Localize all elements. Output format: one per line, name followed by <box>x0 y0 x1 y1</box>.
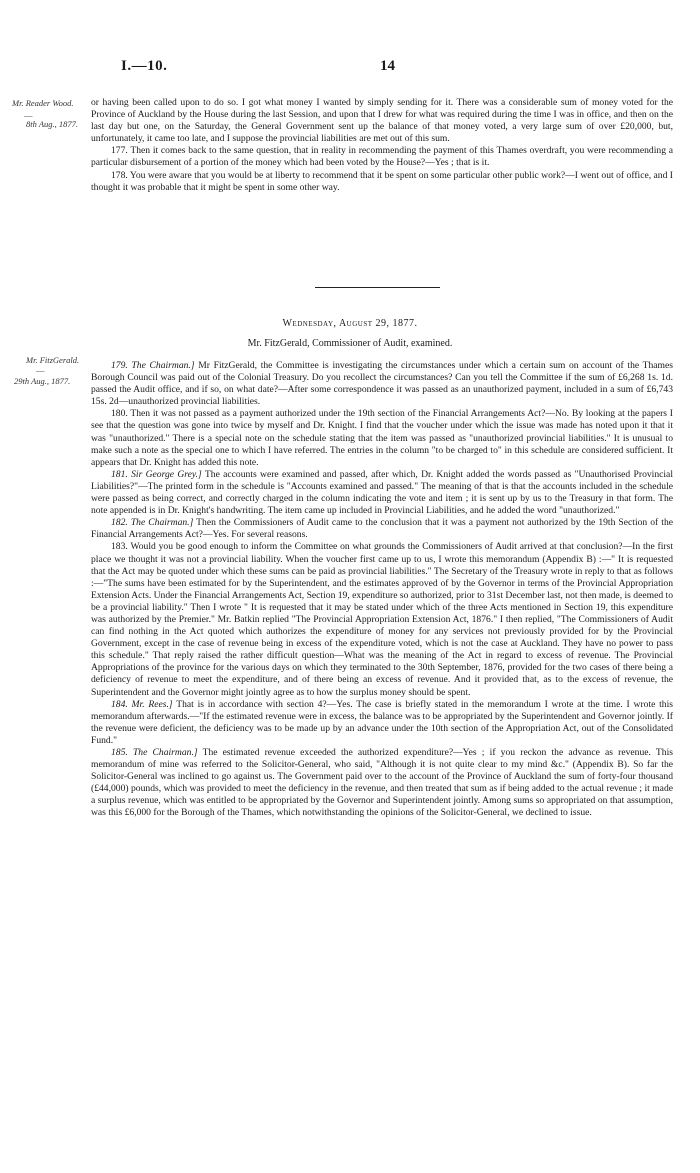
margin-note-date: 29th Aug., 1877. <box>14 376 71 386</box>
section-divider <box>315 287 440 288</box>
question-182: 182. The Chairman.] Then the Commissioners of Audit came to the conclusion that it was a payment not authorized by the 19th Section of the Financial Arrangements Act?—Yes. For several reasons. <box>91 517 673 541</box>
question-183: 183. Would you be good enough to inform the Committee on what grounds the Commissioners of Audit arrived at that conclusion?—In the first place we thought it was not a provincial liability. When the voucher first came up to us, I wrote this memorandum (Appendix B) :—" It is requested that the Act may be quoted under which these sums can be paid as provincial liabilities." The Secretary of the Treasury wrote in reply to that as follows :—"The sums have been estimated for by the Superintendent, and the estimates approved of by the Governor in terms of the Provincial Appropriation Extension Acts. Under the Financial Arrangements Act, Section 19, expenditure so authorized, prior to 31st December last, not then made, is deemed to be a provincial liability." Then I wrote " It is requested that it may be stated under which of the three Acts mentioned in Section 19, this expenditure was authorized by the Premier." Mr. Batkin replied "The Provincial Appropriation Extension Act, 1876." I then replied, "The Commissioners of Audit can find nothing in the Act quoted which authorizes the expenditure of money for any services not previously provided for by the Provincial Government, except in the case of revenue being in excess of the expenditure voted, which is not the case at Auckland. They have no power to pass this schedule." That reply raised the rather difficult question—What was the meaning of the Act in regard to excess of revenue. The Provincial Appropriations of the province for the various days on which they terminated to the 30th September, 1876, provided for the two cases of there being a deficiency of revenue to meet the expenditure, and of there being an excess of revenue. And it provided that, as to the excess of revenue, the Superintendent and the Governor might jointly agree as to how the surplus money should be spent. <box>91 541 673 698</box>
question-177: 177. Then it comes back to the same question, that in reality in recommending the payment of this Thames overdraft, you were recommending a particular disbursement of a portion of the money which had been voted by the House?—Yes ; that is it. <box>91 145 673 169</box>
margin-note-dash: — <box>24 110 33 120</box>
question-184: 184. Mr. Rees.] That is in accordance with section 4?—Yes. The case is briefly stated in the memorandum I wrote at the time. I wrote this memorandum afterwards.—"If the estimated revenue were in excess, the balance was to be appropriated by the Superintendent and Governor jointly. If the revenue were deficient, the deficiency was to be made up by an advance under the 10th section of the Appropriation Act, out of the Consolidated Fund." <box>91 698 673 746</box>
question-181: 181. Sir George Grey.] The accounts were examined and passed, after which, Dr. Knight added the words passed as "Unauthorised Provincial Liabilities?"—The printed form in the schedule is "Accounts examined and passed." The meaning of that is that the accounts included in the schedule were passed as being correct, and correctly charged in the column indicating the vote and item ; it is sent up by us to the Treasury in that form. The note appended is in Dr. Knight's handwriting. The item came up included in Provincial Liabilities, and he added the word "unauthorized." <box>91 468 673 517</box>
margin-note-dash: — <box>36 365 45 375</box>
question-178: 178. You were aware that you would be at liberty to recommend that it be spent on some particular other public work?—I went out of office, and I thought it was probable that it might be spent in some other way. <box>91 169 673 193</box>
speaker: 179. The Chairman.] <box>111 360 195 371</box>
paper-reference: I.—10. <box>121 58 168 74</box>
speaker: 182. The Chairman.] <box>111 517 194 529</box>
question-179: 179. The Chairman.] Mr FitzGerald, the Committee is investigating the circumstances under which a certain sum on account of the Thames Borough Council was paid out of the Colonial Treasury. Do you recollect the circumstances? Can you tell the Committee if the sum of £6,268 1s. 1d. passed the Audit office, and if so, on what date?—After some correspondence it was passed as an unauthorized payment, included in a sum of £6,743 15s. 2d—unauthorized provincial liabilities. <box>91 360 673 408</box>
examination-text <box>91 360 673 820</box>
margin-note-date: 8th Aug., 1877. <box>26 119 79 129</box>
paragraph: or having been called upon to do so. I got what money I wanted by simply sending for it. There was a considerable sum of money voted for the Province of Auckland by the House during the last Session, and upon that I drew for what was required during the time I was in office, and then on the last day but one, on the Saturday, the General Government sent up the balance of that money voted, a very large sum of over £20,000, but, unfortunately, it came too late, and I suppose the provincial liabilities are met out of this sum. <box>91 97 673 145</box>
speaker: 181. Sir George Grey.] <box>111 468 202 480</box>
question-185: 185. The Chairman.] The estimated revenue exceeded the authorized expenditure?—Yes ; if you reckon the advance as revenue. This memorandum of mine was referred to the Solicitor-General, who said, "Although it is not quite clear to my mind &c." (Appendix B). So far the Solicitor-General was inclined to go against us. The Government paid over to the account of the Province of Auckland the sum of forty-four thousand (£44,000) pounds, which was provided to meet the deficiency in the revenue, and then treated that sum as if being added to the actual revenue ; it made a surplus revenue, which was entitled to be appropriated by the Governor and Superintendent jointly. Among sums so appropriated on that assumption, was this £6,000 for the Borough of the Thames, which notwithstanding the opinions of the Solicitor-General, we declined to issue. <box>91 747 673 819</box>
section-continuation <box>91 97 673 194</box>
margin-note-name: Mr. FitzGerald. <box>26 355 80 365</box>
speaker: 184. Mr. Rees.] <box>111 698 173 710</box>
margin-note-name: Mr. Reader Wood. <box>12 98 74 108</box>
question-180: 180. Then it was not passed as a payment authorized under the 19th section of the Financial Arrangements Act?—No. By looking at the papers I see that the question was gone into twice by myself and Dr. Knight. I find that the voucher under which the issue was made has noted upon it that it was "unauthorized." There is a special note on the schedule stating that the item was passed as "unauthorized provincial liabilities." It is unusual to make such a note as the special one to which I have referred. The entries in the column "to be charged to" in this schedule are considered sufficient. It appears that Dr. Knight has added this note. <box>91 408 673 468</box>
witness-line: Mr. FitzGerald, Commissioner of Audit, examined. <box>247 338 453 349</box>
page-number: 14 <box>380 58 395 74</box>
speaker: 185. The Chairman.] <box>111 747 198 758</box>
margin-note-witness-1 <box>12 98 74 109</box>
session-date: Wednesday, August 29, 1877. <box>282 318 418 329</box>
